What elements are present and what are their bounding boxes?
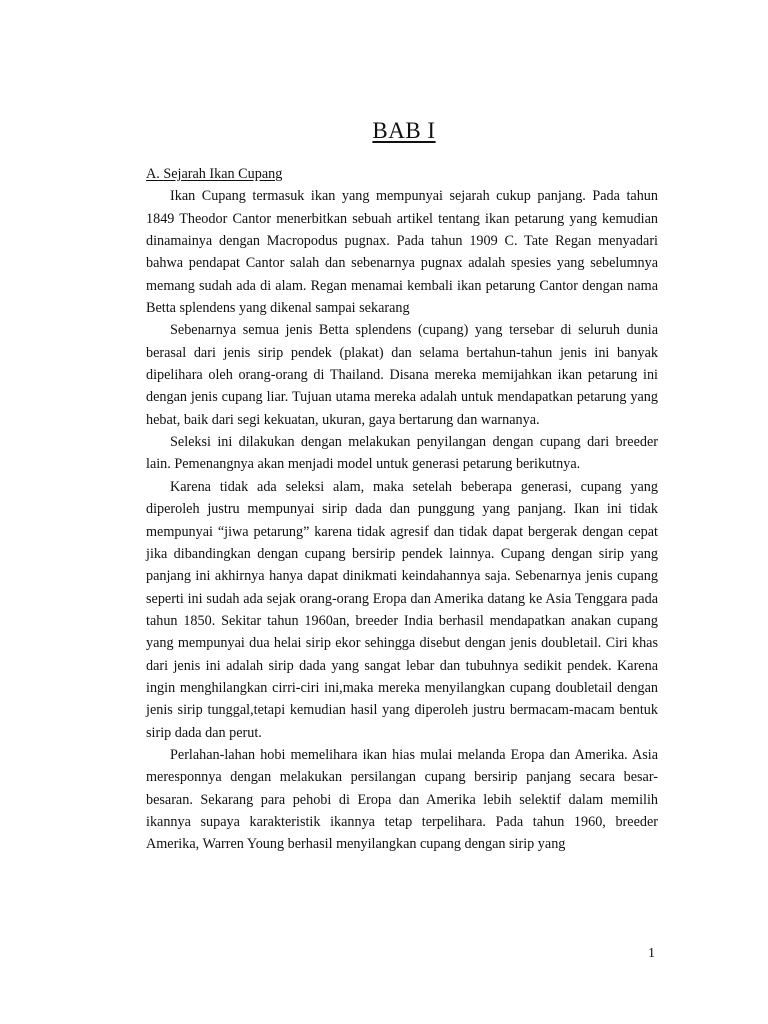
paragraph-3: Seleksi ini dilakukan dengan melakukan penyilangan dengan cupang dari breeder lain. Pemenangnya akan menjadi model untuk generasi petarung berikutnya. xyxy=(146,434,658,473)
chapter-title: BAB I xyxy=(372,118,436,143)
document-body xyxy=(146,163,658,856)
page-number: 1 xyxy=(648,946,655,961)
paragraph-1: Ikan Cupang termasuk ikan yang mempunyai sejarah cukup panjang. Pada tahun 1849 Theodor Cantor menerbitkan sebuah artikel tentang ikan petarung yang kemudian dinamainya dengan Macropodus pugnax. Pada tahun 1909 C. Tate Regan menyadari bahwa pendapat Cantor salah dan sebenarnya pugnax adalah spesies yang sebelumnya memang sudah ada di alam. Regan menamai kembali ikan petarung Cantor dengan nama Betta splendens yang dikenal sampai sekarang xyxy=(146,188,658,317)
paragraph-2: Sebenarnya semua jenis Betta splendens (cupang) yang tersebar di seluruh dunia berasal dari jenis sirip pendek (plakat) dan selama bertahun-tahun jenis ini banyak dipelihara oleh orang-orang di Thailand. Disana mereka memijahkan ikan petarung ini dengan jenis cupang liar. Tujuan utama mereka adalah untuk mendapatkan petarung yang hebat, baik dari segi kekuatan, ukuran, gaya bertarung dan warnanya. xyxy=(146,322,658,428)
paragraph-4: Karena tidak ada seleksi alam, maka setelah beberapa generasi, cupang yang diperoleh justru mempunyai sirip dada dan punggung yang panjang. Ikan ini tidak mempunyai “jiwa petarung” karena tidak agresif dan tidak dapat bergerak dengan cepat jika dibandingkan dengan cupang bersirip pendek lainnya. Cupang dengan sirip yang panjang ini akhirnya hanya dapat dinikmati keindahannya saja. Sebenarnya jenis cupang seperti ini sudah ada sejak orang-orang Eropa dan Amerika datang ke Asia Tenggara pada tahun 1850. Sekitar tahun 1960an, breeder India berhasil mendapatkan anakan cupang yang mempunyai dua helai sirip ekor sehingga disebut dengan jenis doubletail. Ciri khas dari jenis ini adalah sirip dada yang sangat lebar dan tubuhnya sedikit pendek. Karena ingin menghilangkan cirri-ciri ini,maka mereka menyilangkan cupang doubletail dengan jenis sirip tunggal,tetapi kemudian hasil yang diperoleh justru bermacam-macam bentuk sirip dada dan perut. xyxy=(146,478,658,741)
section-heading: A. Sejarah Ikan Cupang xyxy=(146,166,283,182)
paragraph-5: Perlahan-lahan hobi memelihara ikan hias mulai melanda Eropa dan Amerika. Asia meresponnya dengan melakukan persilangan cupang bersirip panjang secara besar-besaran. Sekarang para pehobi di Eropa dan Amerika lebih selektif dalam memilih ikannya supaya karakteristik ikannya tetap terpelihara. Pada tahun 1960, breeder Amerika, Warren Young berhasil menyilangkan cupang dengan sirip yang xyxy=(146,746,658,853)
